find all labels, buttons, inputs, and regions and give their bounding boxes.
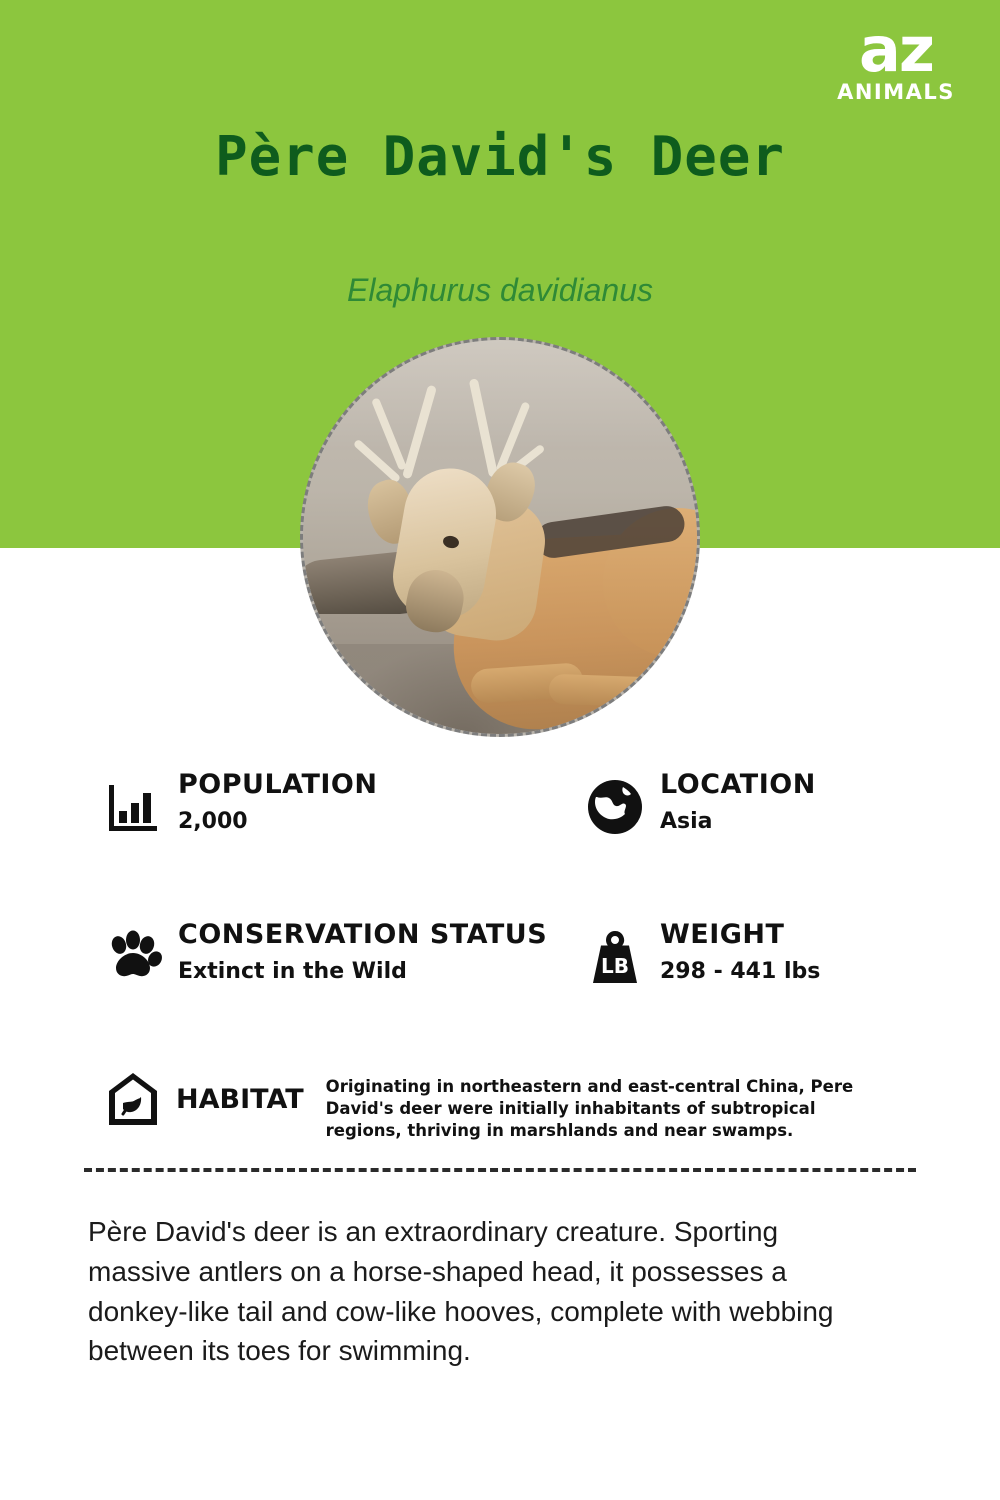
logo-wordmark: ANIMALS — [837, 79, 955, 104]
fact-location-label: LOCATION — [660, 769, 816, 800]
weight-lb-icon — [578, 920, 652, 994]
animal-photo — [303, 340, 697, 734]
fact-habitat-value: Originating in northeastern and east-central China, Pere David's deer were initially inhabitants of subtropical regions, thriving in marshlands and near swamps. — [325, 1077, 854, 1140]
logo-mark: az — [859, 13, 933, 86]
fact-weight — [578, 920, 820, 994]
fact-habitat — [96, 1062, 926, 1141]
fact-habitat-label: HABITAT — [176, 1084, 304, 1115]
az-animals-logo — [826, 13, 966, 104]
habitat-leaf-house-icon — [96, 1062, 170, 1136]
fact-population-label: POPULATION — [178, 769, 378, 800]
scientific-name: Elaphurus davidianus — [347, 272, 653, 308]
animal-description: Père David's deer is an extraordinary creature. Sporting massive antlers on a horse-shaped head, it possesses a donkey-like tail and cow-like hooves, complete with webbing between its toes for swimming. — [88, 1216, 834, 1367]
fact-location — [578, 770, 816, 844]
fact-weight-label: WEIGHT — [660, 919, 785, 950]
fact-conservation-status-value: Extinct in the Wild — [178, 958, 407, 984]
fact-population-value: 2,000 — [178, 808, 248, 834]
fact-conservation-status-label: CONSERVATION STATUS — [178, 919, 548, 950]
paw-print-icon — [96, 920, 170, 994]
globe-icon — [578, 770, 652, 844]
fact-population — [96, 770, 377, 844]
fact-weight-value: 298 - 441 lbs — [660, 958, 821, 984]
page-title: Père David's Deer — [215, 125, 785, 188]
fact-location-value: Asia — [660, 808, 713, 834]
animal-photo-circle — [300, 337, 700, 737]
bar-chart-icon — [96, 770, 170, 844]
section-divider — [84, 1168, 916, 1172]
svg-text:LB: LB — [601, 954, 629, 978]
fact-conservation-status — [96, 920, 547, 994]
